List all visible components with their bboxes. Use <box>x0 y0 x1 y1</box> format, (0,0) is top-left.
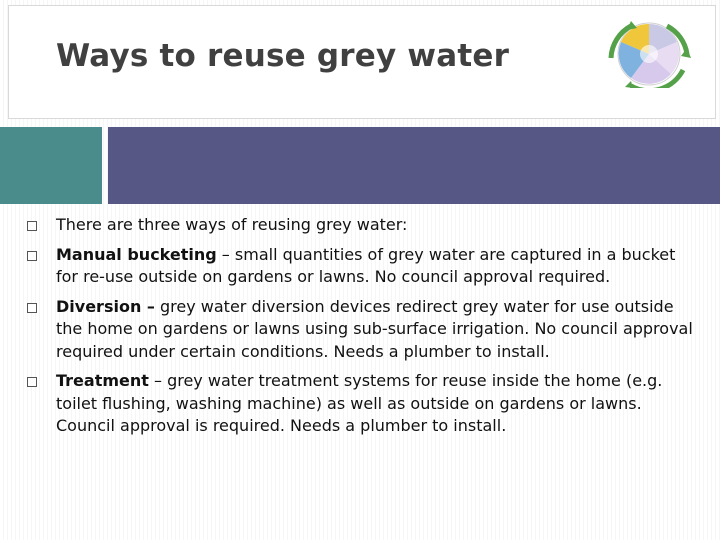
bullet-text: – small quantities of grey water are captured in a bucket for re-use outside on gardens or lawns. No council approval required. <box>56 244 676 286</box>
bullet-box-icon <box>27 251 37 261</box>
bullet-text: There are three ways of reusing grey water: <box>56 215 408 234</box>
list-item <box>27 296 695 364</box>
accent-band-teal <box>0 127 102 204</box>
bullet-list <box>27 214 695 445</box>
list-item <box>27 214 695 237</box>
bullet-box-icon <box>27 221 37 231</box>
bullet-lead: Manual bucketing <box>56 244 217 264</box>
bullet-box-icon <box>27 303 37 313</box>
bullet-text: – grey water treatment systems for reuse inside the home (e.g. toilet flushing, washing machine) as well as outside on gardens or lawns. Council approval is required. Needs a plumber to install. <box>56 371 663 435</box>
bullet-lead: Treatment <box>56 371 149 390</box>
bullet-box-icon <box>27 377 37 387</box>
bullet-text: grey water diversion devices redirect grey water for use outside the home on gardens or lawns using sub-surface irrigation. No council approval required under certain conditions. Needs a plumber to install. <box>56 296 693 361</box>
bullet-lead: Diversion – <box>56 296 155 316</box>
list-item <box>27 244 695 289</box>
recycle-cycle-logo-icon <box>601 18 693 88</box>
slide-title: Ways to reuse grey water <box>56 38 510 74</box>
accent-band-purple <box>108 127 720 204</box>
list-item <box>27 370 695 438</box>
